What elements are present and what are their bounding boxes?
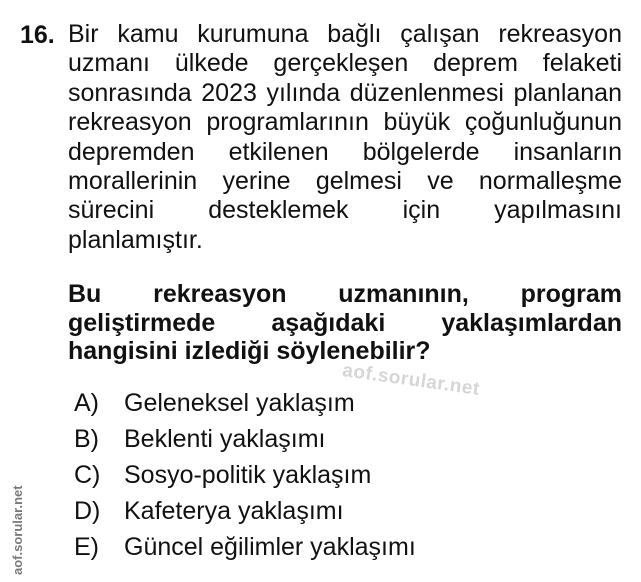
prompt-line: geliştirmede aşağıdaki yaklaşımlardan	[68, 308, 622, 337]
watermark-center: aof.sorular.net	[341, 360, 482, 401]
stem-line: Bir kamu kurumuna bağlı çalışan rekreasyon	[68, 20, 622, 48]
stem-line: depremden etkilenen bölgelerde insanların	[68, 137, 622, 166]
question-stem	[68, 20, 622, 255]
question-prompt	[68, 280, 622, 366]
watermark-side: aof.sorular.net	[10, 485, 25, 575]
stem-line: sonrasında 2023 yılında düzenlenmesi planlanan	[68, 78, 622, 107]
option-letter: E)	[74, 532, 99, 561]
option-text: Kafeterya yaklaşımı	[124, 496, 344, 525]
stem-line: rekreasyon programlarının büyük çoğunluğunun	[68, 108, 622, 137]
option-text: Beklenti yaklaşımı	[124, 424, 326, 453]
prompt-line: Bu rekreasyon uzmanının, program	[68, 280, 622, 308]
option-text: Geleneksel yaklaşım	[124, 388, 355, 417]
option-e[interactable]	[74, 529, 594, 565]
option-letter: B)	[74, 424, 99, 453]
option-letter: C)	[74, 460, 101, 489]
option-letter: D)	[74, 496, 101, 525]
stem-line: morallerinin yerine gelmesi ve normalleşme	[68, 167, 622, 196]
option-letter: A)	[74, 388, 99, 417]
stem-line: uzmanı ülkede gerçekleşen deprem felaketi	[68, 49, 622, 78]
question-number: 16.	[20, 21, 55, 49]
option-c[interactable]	[74, 457, 594, 493]
option-d[interactable]	[74, 493, 594, 529]
option-text: Güncel eğilimler yaklaşımı	[124, 532, 416, 561]
prompt-line: hangisini izlediği söylenebilir?	[68, 337, 431, 365]
option-a[interactable]	[74, 385, 594, 421]
option-text: Sosyo-politik yaklaşım	[124, 460, 372, 489]
option-b[interactable]	[74, 421, 594, 457]
answer-options	[74, 385, 594, 565]
stem-line: planlamıştır.	[68, 225, 203, 254]
stem-line: sürecini desteklemek için yapılmasını	[68, 196, 622, 225]
